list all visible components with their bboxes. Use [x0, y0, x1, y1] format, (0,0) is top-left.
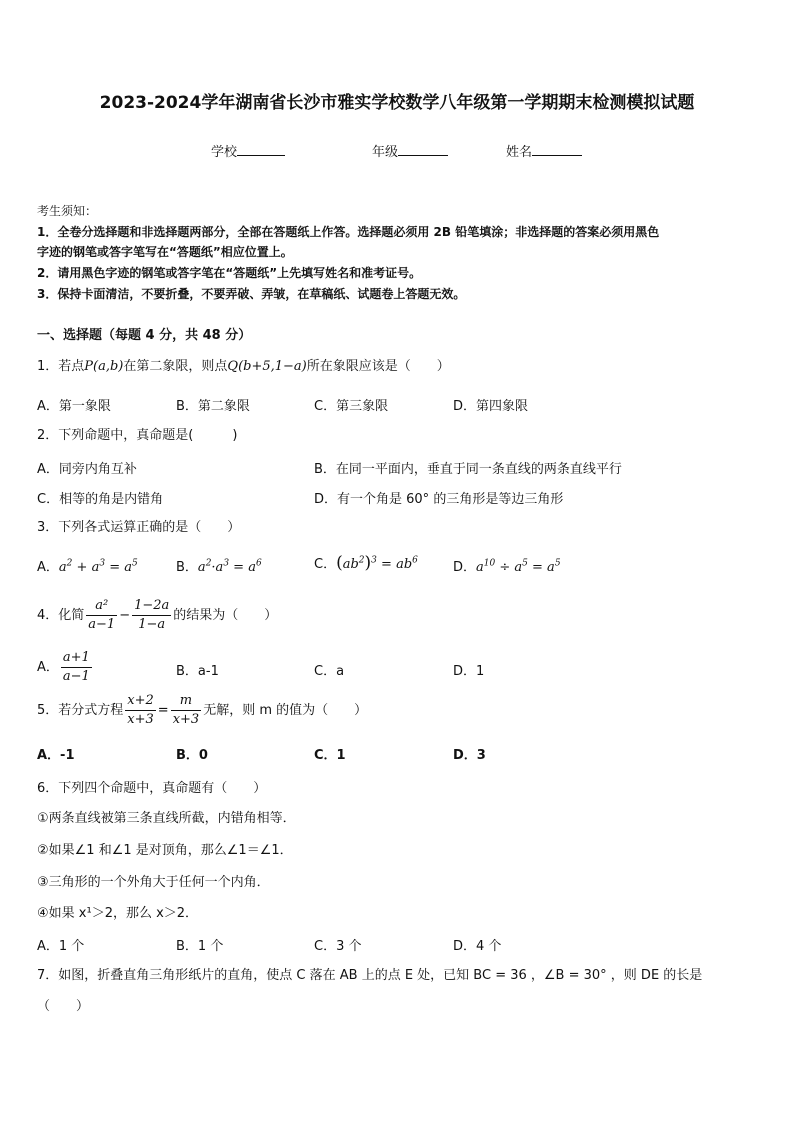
q6-option-d: D．4 个 [453, 939, 502, 954]
q3-option-b [176, 556, 262, 575]
q5-suffix: 无解，则 m 的值为（ ） [203, 703, 368, 718]
q1-option-c: C．第三象限 [314, 399, 389, 414]
q1-point-p: P(a,b) [84, 359, 124, 374]
q3-d-expr: $a^{10} \div a^5 = a^5$ [476, 558, 561, 575]
q5-equals: = [157, 703, 169, 718]
name-field [506, 141, 582, 160]
section-heading: 一、选择题（每题 4 分，共 48 分） [37, 328, 252, 343]
q5-option-c: C．1 [314, 748, 346, 763]
q3-b-label: B． [176, 560, 198, 575]
question-1 [37, 358, 450, 376]
grade-field [372, 141, 448, 160]
q3-c-label: C． [314, 557, 337, 572]
school-label: 学校 [211, 145, 238, 160]
q6-statement-3: ③三角形的一个外角大于任何一个内角． [37, 875, 270, 890]
q2-option-c: C．相等的角是内错角 [37, 492, 164, 507]
q4-option-c: C．a [314, 664, 345, 679]
question-7-answer-blank: （ ） [37, 999, 90, 1014]
exam-title: 2023-2024学年湖南省长沙市雅实学校数学八年级第一学期期末检测模拟试题 [99, 93, 695, 113]
q3-option-d [453, 556, 561, 575]
q3-option-c [314, 553, 418, 573]
q6-option-c: C．3 个 [314, 939, 362, 954]
school-blank [237, 143, 285, 156]
q3-a-label: A． [37, 560, 59, 575]
name-label: 姓名 [506, 145, 533, 160]
q5-f2-den: x+3 [172, 712, 200, 727]
q4-f2-den: 1−a [138, 617, 166, 632]
q4-minus: − [119, 608, 131, 623]
q4-f1-den: a−1 [88, 617, 116, 632]
q4-suffix: 的结果为（ ） [173, 608, 278, 623]
q3-d-label: D． [453, 560, 477, 575]
notice-item-3: 3．保持卡面清洁，不要折叠，不要弄破、弄皱，在草稿纸、试题卷上答题无效。 [37, 287, 466, 301]
notice-item-2: 2．请用黑色字迹的钢笔或答字笔在“答题纸”上先填写姓名和准考证号。 [37, 266, 422, 280]
q5-option-a: A．-1 [37, 748, 75, 763]
q2-option-d: D．有一个角是 60° 的三角形是等边三角形 [314, 492, 564, 507]
school-field [211, 141, 285, 160]
q1-option-b: B．第二象限 [176, 399, 250, 414]
q4-option-d: D．1 [453, 664, 485, 679]
q6-statement-4: ④如果 x¹＞2，那么 x＞2． [37, 906, 199, 921]
q5-f2-num: m [171, 692, 202, 711]
question-7: 7．如图，折叠直角三角形纸片的直角，使点 C 落在 AB 上的点 E 处，已知 BC = 36 ，∠B = 30° ，则 DE 的长是 [37, 968, 703, 983]
grade-label: 年级 [372, 145, 399, 160]
q4-a-fraction [61, 649, 92, 686]
q3-a-expr: $a^2 + a^3 = a^5$ [58, 558, 138, 575]
q1-point-q: Q(b+5,1−a) [227, 359, 307, 374]
q4-a-den: a−1 [62, 669, 90, 684]
q4-fraction-1 [86, 597, 117, 634]
q4-prefix: 4．化简 [37, 608, 85, 623]
q5-f1-den: x+3 [127, 712, 154, 727]
q4-a-label: A． [37, 660, 59, 675]
q5-fraction-2 [171, 692, 202, 729]
q6-option-a: A．1 个 [37, 939, 85, 954]
q1-option-d: D．第四象限 [453, 399, 529, 414]
notice-heading: 考生须知： [37, 204, 98, 218]
q1-option-a: A．第一象限 [37, 399, 111, 414]
q5-option-b: B．0 [176, 748, 208, 763]
q6-statement-2: ②如果∠1 和∠1 是对顶角，那么∠1＝∠1． [37, 843, 293, 858]
q4-option-a [37, 649, 94, 686]
q1-mid: 在第二象限，则点 [123, 359, 228, 374]
notice-item-1-line-2: 字迹的钢笔或答字笔写在“答题纸”相应位置上。 [37, 245, 293, 259]
q5-f1-num: x+2 [125, 692, 156, 711]
q6-statement-1: ①两条直线被第三条直线所截，内错角相等． [37, 811, 296, 826]
q1-suffix: 所在象限应该是（ ） [306, 359, 450, 374]
grade-blank [398, 143, 448, 156]
q5-prefix: 5．若分式方程 [37, 703, 124, 718]
question-3: 3．下列各式运算正确的是（ ） [37, 520, 241, 535]
q4-a-num: a+1 [61, 649, 92, 668]
q3-option-a [37, 556, 138, 575]
q4-f1-num: a² [86, 597, 117, 616]
name-blank [532, 143, 582, 156]
q3-b-expr: $a^2\cdot a^3 = a^6$ [197, 558, 262, 575]
q2-option-a: A．同旁内角互补 [37, 462, 137, 477]
q5-fraction-1 [125, 692, 156, 729]
q4-fraction-2 [132, 597, 171, 634]
q1-prefix: 1．若点 [37, 359, 85, 374]
question-4 [37, 597, 277, 634]
q4-option-b: B．a-1 [176, 664, 219, 679]
question-5 [37, 692, 367, 729]
q4-f2-num: 1−2a [132, 597, 171, 616]
q6-option-b: B．1 个 [176, 939, 224, 954]
question-6: 6．下列四个命题中，真命题有（ ） [37, 781, 267, 796]
q5-option-d: D．3 [453, 748, 486, 763]
notice-item-1-line-1: 1．全卷分选择题和非选择题两部分，全部在答题纸上作答。选择题必须用 2B 铅笔填涂；非选择题的答案必须用黑色 [37, 225, 660, 239]
q2-option-b: B．在同一平面内，垂直于同一条直线的两条直线平行 [314, 462, 622, 477]
question-2: 2．下列命题中，真命题是( ) [37, 428, 238, 443]
q3-c-expr: $(ab^2)^3 = ab^6$ [336, 553, 418, 573]
